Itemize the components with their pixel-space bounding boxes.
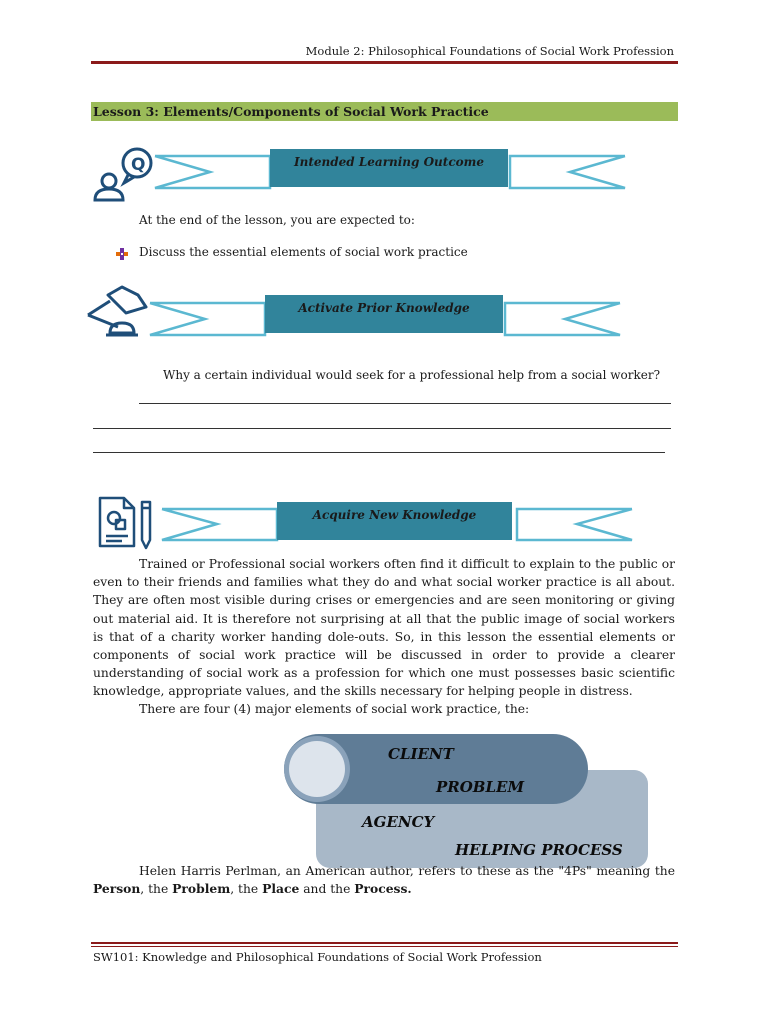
element-client: CLIENT [388,745,454,763]
term-place: Place [262,881,300,897]
term-person: Person [93,881,141,897]
element-agency: AGENCY [362,813,435,831]
banner-ilo-label: Intended Learning Outcome [294,155,484,169]
module-header: Module 2: Philosophical Foundations of Social Work Profession [305,44,674,58]
closing-text: Helen Harris Perlman, an American author, refers to these as the "4Ps" meaning the [139,864,675,878]
banner-apk-label: Activate Prior Knowledge [298,301,470,315]
closing-paragraph: Helen Harris Perlman, an American author, refers to these as the "4Ps" meaning the Person, the Problem, the Place and the Process. [93,864,675,897]
bullet-icon [116,248,128,260]
answer-line-1[interactable] [139,403,671,404]
term-process: Process. [354,881,412,897]
document-pencil-icon [94,494,158,552]
svg-text:Q: Q [131,155,146,175]
ank-paragraph-1: Trained or Professional social workers often find it difficult to explain to the public or even to their friends and families what they do and what social worker practice is all about. They are often most visible during crises or emergencies and are seen monitoring or giving out material aid. It is therefore not surprising at all that the public image of social workers is that of a charity worker handing dole-outs. So, in this lesson the essential elements or components of social work practice will be discussed in order to provide a clearer understanding of social work as a profession for which one must possesses basic scientific knowledge, appropriate values, and the skills necessary for helping people in distress. [93,557,675,699]
footer-rule-thin [91,946,678,947]
answer-line-2[interactable] [93,428,671,429]
ilo-intro: At the end of the lesson, you are expected to: [139,213,415,227]
answer-line-3[interactable] [93,452,665,453]
element-problem: PROBLEM [436,778,525,796]
apk-question: Why a certain individual would seek for a professional help from a social worker? [163,368,661,382]
course-footer: SW101: Knowledge and Philosophical Foundations of Social Work Profession [93,950,542,964]
footer-rule [91,942,678,944]
banner-ank-label: Acquire New Knowledge [312,508,477,522]
ank-paragraph-2: There are four (4) major elements of social work practice, the: [139,702,530,716]
lesson-title: Lesson 3: Elements/Components of Social Work Practice [91,102,678,121]
term-problem: Problem [172,881,231,897]
element-helping-process: HELPING PROCESS [455,841,623,859]
header-rule [91,61,678,64]
ilo-bullet-text: Discuss the essential elements of social work practice [139,245,468,259]
